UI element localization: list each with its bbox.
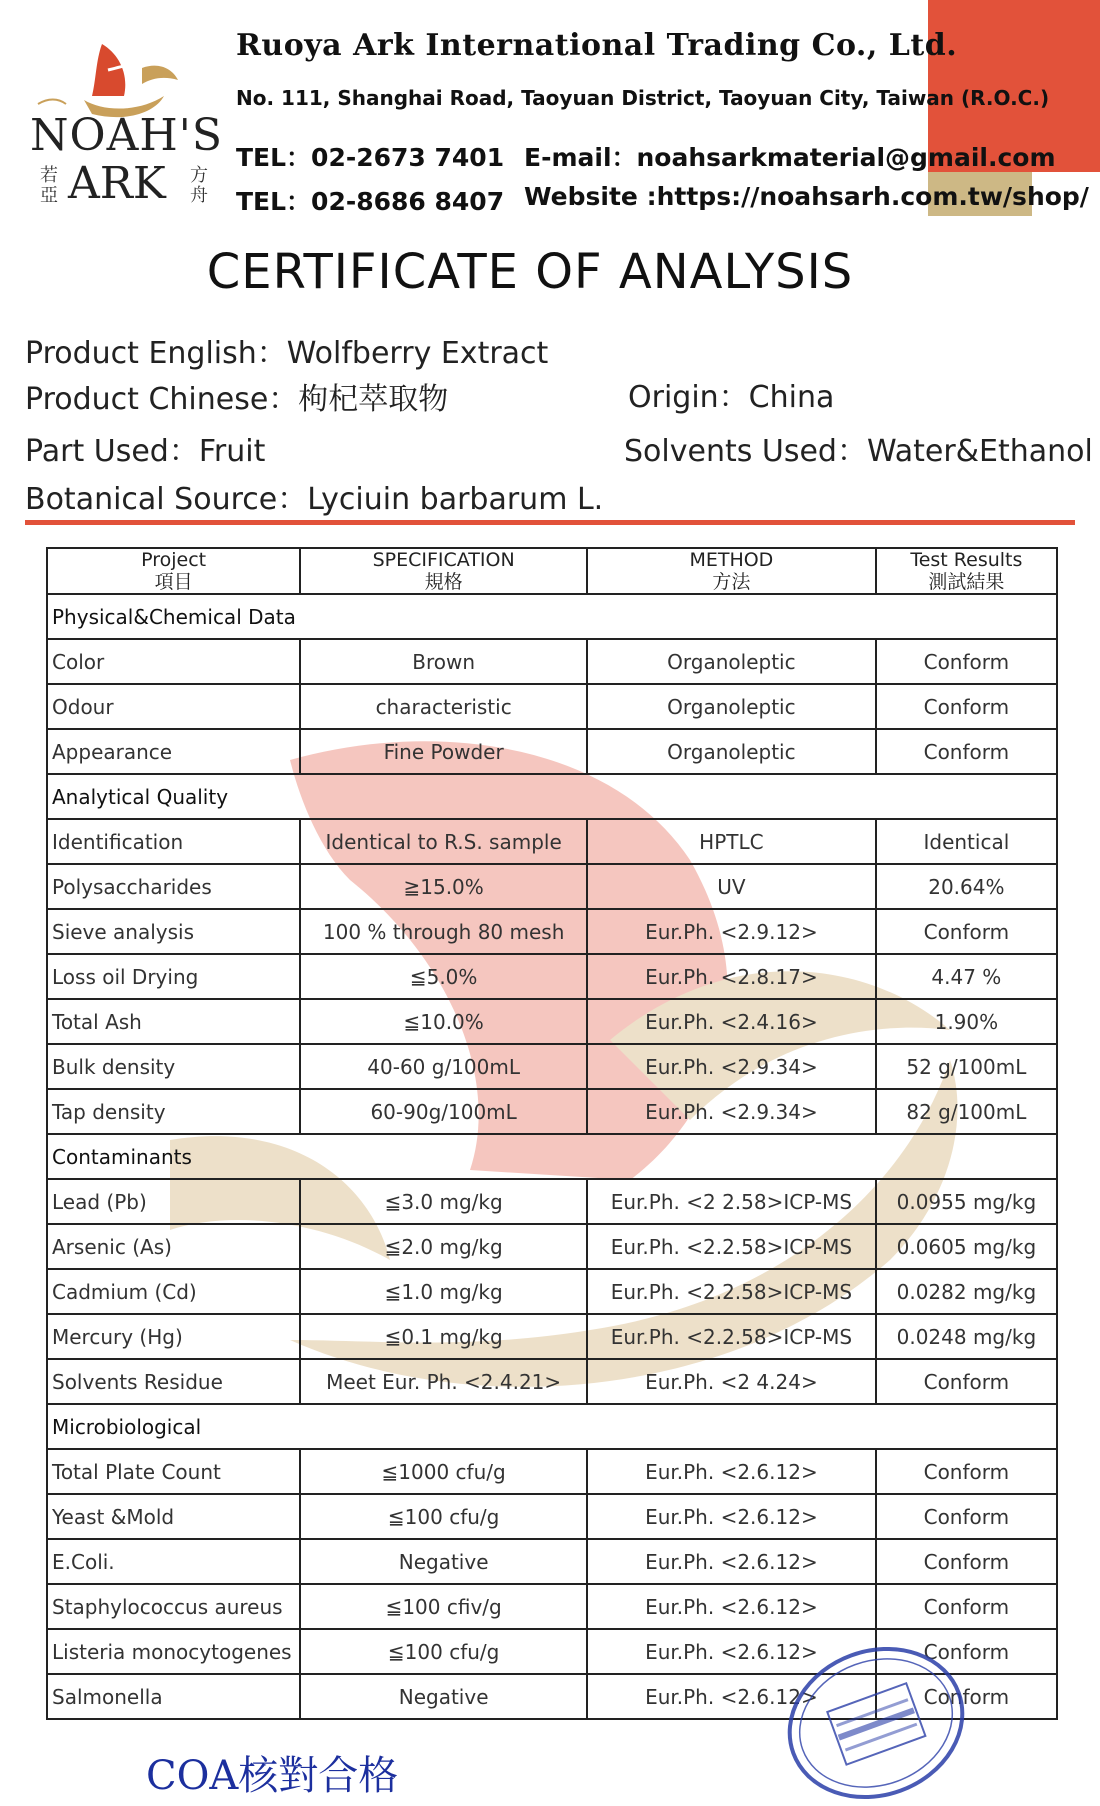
product-origin: Origin：China bbox=[628, 380, 835, 415]
cell-specification: ≦100 cfu/g bbox=[300, 1494, 587, 1539]
cell-specification: ≦3.0 mg/kg bbox=[300, 1179, 587, 1224]
cell-method: Eur.Ph. <2.6.12> bbox=[587, 1539, 876, 1584]
table-row bbox=[47, 1089, 1057, 1134]
company-address: No. 111, Shanghai Road, Taoyuan District, Taoyuan City, Taiwan (R.O.C.) bbox=[236, 86, 1050, 110]
cell-method: Eur.Ph. <2 2.58>ICP-MS bbox=[587, 1179, 876, 1224]
cell-method: Eur.Ph. <2.9.12> bbox=[587, 909, 876, 954]
table-row bbox=[47, 1314, 1057, 1359]
header-en: METHOD bbox=[689, 549, 774, 571]
section-title: Contaminants bbox=[47, 1134, 1057, 1179]
cell-specification: Fine Powder bbox=[300, 729, 587, 774]
cell-specification: 40-60 g/100mL bbox=[300, 1044, 587, 1089]
table-row bbox=[47, 1269, 1057, 1314]
product-chinese-name: Product Chinese：枸杞萃取物 bbox=[25, 382, 449, 417]
cell-result: Conform bbox=[876, 639, 1057, 684]
cell-result: Conform bbox=[876, 1584, 1057, 1629]
cell-project: Identification bbox=[47, 819, 300, 864]
cell-project: Polysaccharides bbox=[47, 864, 300, 909]
section-divider bbox=[25, 520, 1075, 525]
cell-specification: ≦0.1 mg/kg bbox=[300, 1314, 587, 1359]
header-cn: 項目 bbox=[154, 571, 193, 593]
cell-project: Mercury (Hg) bbox=[47, 1314, 300, 1359]
cell-project: Total Ash bbox=[47, 999, 300, 1044]
table-row bbox=[47, 864, 1057, 909]
telephone-1: TEL：02-2673 7401 bbox=[236, 143, 505, 172]
product-english-name: Product English：Wolfberry Extract bbox=[25, 336, 549, 371]
cell-specification: Identical to R.S. sample bbox=[300, 819, 587, 864]
cell-project: Color bbox=[47, 639, 300, 684]
cell-method: Eur.Ph. <2.6.12> bbox=[587, 1494, 876, 1539]
cell-method: Eur.Ph. <2.4.16> bbox=[587, 999, 876, 1044]
table-section-row bbox=[47, 1134, 1057, 1179]
cell-result: 0.0955 mg/kg bbox=[876, 1179, 1057, 1224]
cell-result: Identical bbox=[876, 819, 1057, 864]
table-row bbox=[47, 909, 1057, 954]
cell-specification: ≦1000 cfu/g bbox=[300, 1449, 587, 1494]
table-row bbox=[47, 1044, 1057, 1089]
coa-verified-stamp: COA核對合格 bbox=[146, 1753, 399, 1799]
cell-result: 1.90% bbox=[876, 999, 1057, 1044]
cell-method: Eur.Ph. <2.6.12> bbox=[587, 1674, 876, 1719]
cell-specification: ≦10.0% bbox=[300, 999, 587, 1044]
table-row bbox=[47, 1584, 1057, 1629]
cell-project: Arsenic (As) bbox=[47, 1224, 300, 1269]
table-header-row bbox=[47, 548, 1057, 594]
cell-project: Tap density bbox=[47, 1089, 300, 1134]
section-title: Microbiological bbox=[47, 1404, 1057, 1449]
cell-specification: characteristic bbox=[300, 684, 587, 729]
email-address: E-mail：noahsarkmaterial@gmail.com bbox=[524, 143, 1056, 172]
table-section-row bbox=[47, 774, 1057, 819]
cell-specification: Brown bbox=[300, 639, 587, 684]
website-address: Website :https://noahsarh.com.tw/shop/ bbox=[524, 182, 1089, 211]
cell-method: Eur.Ph. <2 4.24> bbox=[587, 1359, 876, 1404]
cell-result: Conform bbox=[876, 729, 1057, 774]
table-row bbox=[47, 1494, 1057, 1539]
cell-method: Eur.Ph. <2.2.58>ICP-MS bbox=[587, 1224, 876, 1269]
cell-result: Conform bbox=[876, 1674, 1057, 1719]
cell-method: UV bbox=[587, 864, 876, 909]
cell-project: Loss oil Drying bbox=[47, 954, 300, 999]
header-cn: 測試結果 bbox=[928, 571, 1005, 593]
table-section-row bbox=[47, 1404, 1057, 1449]
logo-wordmark-bottom: ARK bbox=[68, 158, 166, 209]
cell-specification: Negative bbox=[300, 1674, 587, 1719]
table-row bbox=[47, 954, 1057, 999]
section-title: Analytical Quality bbox=[47, 774, 1057, 819]
cell-specification: 100 % through 80 mesh bbox=[300, 909, 587, 954]
cell-project: Bulk density bbox=[47, 1044, 300, 1089]
cell-method: Eur.Ph. <2.9.34> bbox=[587, 1044, 876, 1089]
cell-result: 4.47 % bbox=[876, 954, 1057, 999]
table-body bbox=[47, 594, 1057, 1719]
cell-specification: ≦1.0 mg/kg bbox=[300, 1269, 587, 1314]
cell-project: Appearance bbox=[47, 729, 300, 774]
header-en: SPECIFICATION bbox=[372, 549, 515, 571]
cell-result: Conform bbox=[876, 684, 1057, 729]
solvents-used: Solvents Used：Water&Ethanol bbox=[624, 434, 1093, 469]
company-seal-icon bbox=[778, 1640, 974, 1806]
cell-specification: ≦2.0 mg/kg bbox=[300, 1224, 587, 1269]
cell-project: Solvents Residue bbox=[47, 1359, 300, 1404]
cell-project: Total Plate Count bbox=[47, 1449, 300, 1494]
cell-method: HPTLC bbox=[587, 819, 876, 864]
header-project bbox=[47, 548, 300, 594]
logo-wordmark-top: NOAH'S bbox=[30, 110, 223, 161]
cell-result: 0.0605 mg/kg bbox=[876, 1224, 1057, 1269]
cell-result: Conform bbox=[876, 909, 1057, 954]
cell-method: Eur.Ph. <2.6.12> bbox=[587, 1449, 876, 1494]
table-row bbox=[47, 639, 1057, 684]
cell-project: Staphylococcus aureus bbox=[47, 1584, 300, 1629]
cell-project: Yeast &Mold bbox=[47, 1494, 300, 1539]
cell-method: Eur.Ph. <2.2.58>ICP-MS bbox=[587, 1269, 876, 1314]
part-used: Part Used：Fruit bbox=[25, 434, 266, 469]
cell-result: 82 g/100mL bbox=[876, 1089, 1057, 1134]
cell-project: Salmonella bbox=[47, 1674, 300, 1719]
cell-specification: Meet Eur. Ph. <2.4.21> bbox=[300, 1359, 587, 1404]
cell-project: Cadmium (Cd) bbox=[47, 1269, 300, 1314]
header-test-results bbox=[876, 548, 1057, 594]
cell-result: Conform bbox=[876, 1629, 1057, 1674]
header-specification bbox=[300, 548, 587, 594]
cell-method: Organoleptic bbox=[587, 639, 876, 684]
table-row bbox=[47, 999, 1057, 1044]
cell-result: Conform bbox=[876, 1539, 1057, 1584]
cell-result: 52 g/100mL bbox=[876, 1044, 1057, 1089]
cell-specification: ≦100 cfu/g bbox=[300, 1629, 587, 1674]
cell-result: 20.64% bbox=[876, 864, 1057, 909]
table-row bbox=[47, 729, 1057, 774]
cell-project: E.Coli. bbox=[47, 1539, 300, 1584]
cell-specification: ≦100 cfiv/g bbox=[300, 1584, 587, 1629]
cell-result: 0.0282 mg/kg bbox=[876, 1269, 1057, 1314]
section-title: Physical&Chemical Data bbox=[47, 594, 1057, 639]
table-row bbox=[47, 1359, 1057, 1404]
cell-method: Eur.Ph. <2.6.12> bbox=[587, 1629, 876, 1674]
header-en: Test Results bbox=[910, 549, 1023, 571]
cell-result: Conform bbox=[876, 1494, 1057, 1539]
header-cn: 規格 bbox=[424, 571, 463, 593]
header-method bbox=[587, 548, 876, 594]
telephone-2: TEL：02-8686 8407 bbox=[236, 187, 505, 216]
analysis-table bbox=[46, 547, 1058, 1720]
header-en: Project bbox=[141, 549, 207, 571]
cell-result: Conform bbox=[876, 1449, 1057, 1494]
cell-specification: 60-90g/100mL bbox=[300, 1089, 587, 1134]
cell-project: Sieve analysis bbox=[47, 909, 300, 954]
cell-specification: ≧15.0% bbox=[300, 864, 587, 909]
cell-method: Organoleptic bbox=[587, 729, 876, 774]
company-name: Ruoya Ark International Trading Co., Ltd. bbox=[236, 28, 958, 63]
document-title: CERTIFICATE OF ANALYSIS bbox=[206, 244, 854, 300]
cell-result: 0.0248 mg/kg bbox=[876, 1314, 1057, 1359]
cell-project: Lead (Pb) bbox=[47, 1179, 300, 1224]
logo-chinese-left: 若亞 bbox=[40, 165, 58, 206]
table-row bbox=[47, 684, 1057, 729]
cell-specification: ≦5.0% bbox=[300, 954, 587, 999]
table-section-row bbox=[47, 594, 1057, 639]
cell-result: Conform bbox=[876, 1359, 1057, 1404]
logo-chinese-right: 方舟 bbox=[190, 165, 208, 206]
header-cn: 方法 bbox=[712, 571, 751, 593]
botanical-source: Botanical Source：Lyciuin barbarum L. bbox=[25, 482, 604, 517]
cell-method: Eur.Ph. <2.9.34> bbox=[587, 1089, 876, 1134]
cell-method: Eur.Ph. <2.2.58>ICP-MS bbox=[587, 1314, 876, 1359]
cell-method: Eur.Ph. <2.6.12> bbox=[587, 1584, 876, 1629]
cell-project: Listeria monocytogenes bbox=[47, 1629, 300, 1674]
table-row bbox=[47, 819, 1057, 864]
cell-method: Organoleptic bbox=[587, 684, 876, 729]
cell-project: Odour bbox=[47, 684, 300, 729]
table-row bbox=[47, 1224, 1057, 1269]
table-row bbox=[47, 1539, 1057, 1584]
cell-specification: Negative bbox=[300, 1539, 587, 1584]
table-row bbox=[47, 1449, 1057, 1494]
cell-method: Eur.Ph. <2.8.17> bbox=[587, 954, 876, 999]
table-row bbox=[47, 1179, 1057, 1224]
